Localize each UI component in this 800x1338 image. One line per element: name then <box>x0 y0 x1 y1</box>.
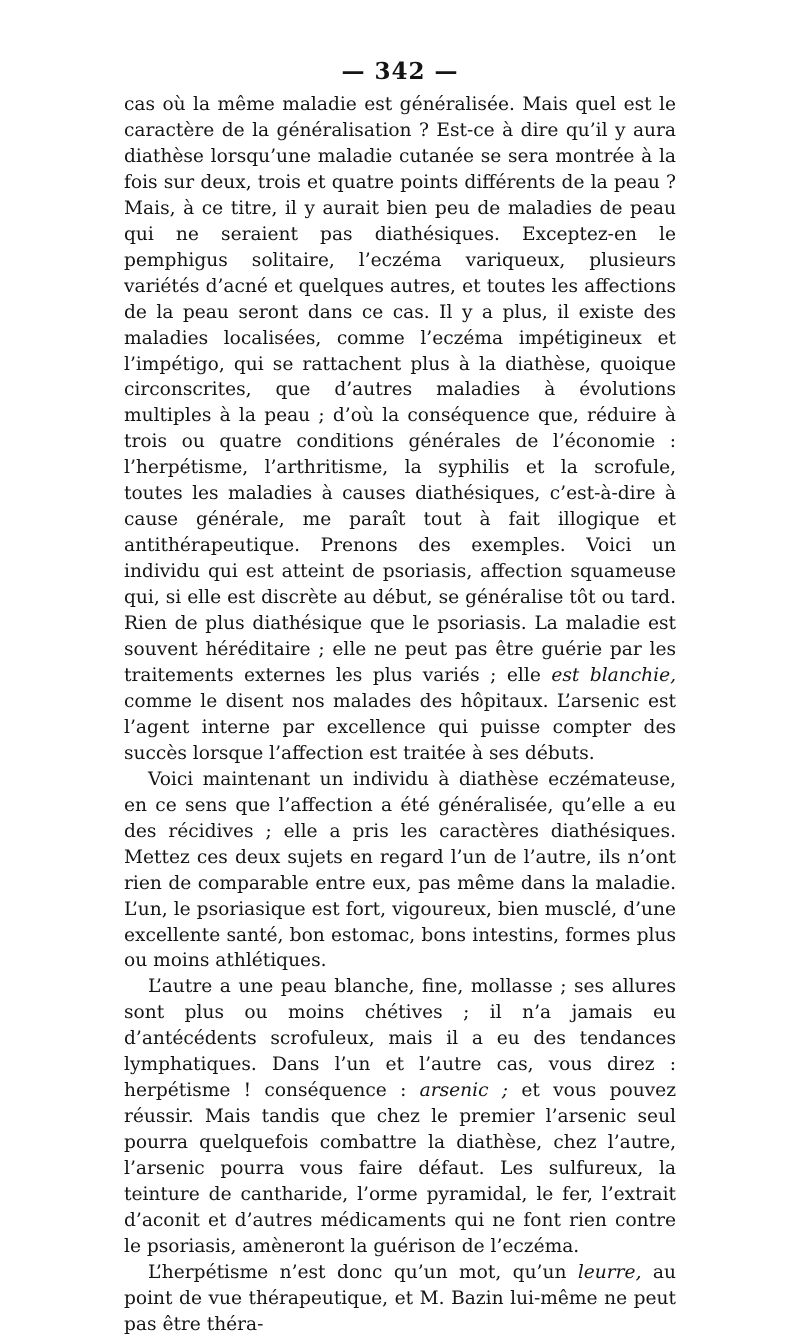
paragraph-text: au point de vue thérapeutique, et M. Bazin lui-même ne peut pas être théra- <box>124 1261 676 1335</box>
italic-text: leurre, <box>577 1261 642 1283</box>
paragraph-text: Voici maintenant un individu à diathèse eczémateuse, en ce sens que l’affection a été généralisée, qu’elle a eu des récidives ; elle a pris les caractères diathésiques. Mettez ces deux sujets en regard l’un de l’autre, ils n’ont rien de comparable entre eux, pas même dans la maladie. L’un, le psoriasique est fort, vigoureux, bien musclé, d’une excellente santé, bon estomac, bons intestins, formes plus ou moins athlétiques. <box>124 768 676 972</box>
paragraph-text: L’autre a une peau blanche, fine, mollasse ; ses allures sont plus ou moins chétives ; il n’a jamais eu d’antécédents scrofuleux, mais il a eu des tendances lymphatiques. Dans l’un et l’autre cas, vous direz : herpétisme ! conséquence : <box>124 976 676 1102</box>
page-number: — 342 — <box>341 58 459 85</box>
paragraph-text: L’herpétisme n’est donc qu’un mot, qu’un <box>148 1261 578 1283</box>
italic-text: arsenic ; <box>419 1080 509 1102</box>
paragraph-4 <box>124 1260 676 1338</box>
paragraph-text: cas où la même maladie est généralisée. Mais quel est le caractère de la généralisation ? Est-ce à dire qu’il y aura diathèse lorsqu’une maladie cutanée se sera montrée à la fois sur deux, trois et quatre points différents de la peau ? Mais, à ce titre, il y aurait bien peu de maladies de peau qui ne seraient pas diathésiques. Exceptez-en le pemphigus solitaire, l’eczéma variqueux, plusieurs variétés d’acné et quelques autres, et toutes les affections de la peau seront dans ce cas. Il y a plus, il existe des maladies localisées, comme l’eczéma impétigineux et l’impétigo, qui se rattachent plus à la diathèse, quoique circonscrites, que d’autres maladies à évolutions multiples à la peau ; d’où la conséquence que, réduire à trois ou quatre conditions générales de l’économie : l’herpétisme, l’arthritisme, la syphilis et la scrofule, toutes les maladies à causes diathésiques, c’est-à-dire à cause générale, me paraît tout à fait illogique et antithérapeutique. Prenons des exemples. Voici un individu qui est atteint de psoriasis, affection squameuse qui, si elle est discrète au début, se généralise tôt ou tard. Rien de plus diathésique que le psoriasis. La maladie est souvent héréditaire ; elle ne peut pas être guérie par les traitements externes les plus variés ; elle <box>124 94 676 686</box>
paragraph-3 <box>124 974 676 1259</box>
italic-text: est blanchie, <box>551 664 676 686</box>
paragraph-1 <box>124 92 676 767</box>
paragraph-2 <box>124 767 676 975</box>
page-body <box>124 92 676 1338</box>
paragraph-text: et vous pouvez réussir. Mais tandis que chez le premier l’arsenic seul pourra quelquefois combattre la diathèse, chez l’autre, l’arsenic pourra vous faire défaut. Les sulfureux, la teinture de cantharide, l’orme pyramidal, le fer, l’extrait d’aconit et d’autres médicaments qui ne font rien contre le psoriasis, amèneront la guérison de l’eczéma. <box>124 1080 676 1257</box>
paragraph-text: comme le disent nos malades des hôpitaux. L’arsenic est l’agent interne par excellence qui puisse compter des succès lorsque l’affection est traitée à ses débuts. <box>124 690 676 764</box>
